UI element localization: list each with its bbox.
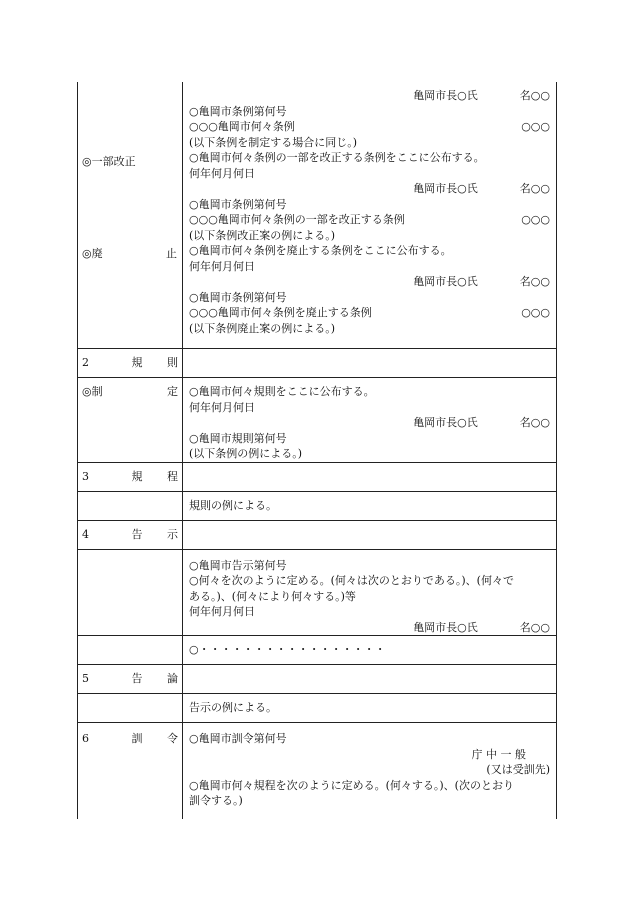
section-content-cell [183,491,557,520]
section-content-cell [183,549,557,636]
section-3-heading: 3 規 程 [78,462,183,491]
label-abolition: ◎廃 止 [82,247,177,260]
ordinance-title-line: ○○○亀岡市何々条例を廃止する条例 ○○○ [189,306,550,319]
section-label-cell [78,82,183,349]
note-line: (以下条例廃止案の例による。) [189,321,336,335]
notice-text-line: ○何々を次のように定める。(何々は次のとおりである。)、(何々で [189,574,514,587]
mayor-signature: 亀岡市長○氏 名○○ [413,89,550,102]
empty-cell [183,462,557,491]
section-3-header-row [78,462,557,491]
instruction-number: ○亀岡市訓令第何号 [189,732,287,745]
section-5-heading: 5 告 論 [78,665,183,694]
continuation-dots: ○・・・・・・・・・・・・・・・・・ [189,643,386,657]
label-partial-amendment: ◎一部改正 [82,155,136,168]
empty-cell [78,549,183,636]
promulgation-line: ○亀岡市何々条例を廃止する条例をここに公布する。 [189,244,452,257]
notice-text-line: ある。)、(何々により何々する。)等 [189,589,356,603]
section-4-heading: 4 告 示 [78,520,183,549]
ordinance-title-line: ○○○亀岡市何々条例の一部を改正する条例 ○○○ [189,213,550,226]
empty-cell [78,636,183,665]
ordinance-number: ○亀岡市条例第何号 [189,290,287,304]
section-4-header-row [78,520,557,549]
section-6-heading: 6 訓 令 [78,723,183,820]
date-line: 何年何月何日 [189,166,255,180]
section-content-cell [183,378,557,463]
ordinance-number: ○亀岡市条例第何号 [189,104,287,118]
note-line: (以下条例を制定する場合に同じ。) [189,135,358,149]
empty-cell [183,349,557,378]
section-2-header-row [78,349,557,378]
section-5-body-row [78,694,557,723]
promulgation-line: ○亀岡市何々規則をここに公布する。 [189,385,375,398]
date-line: 何年何月何日 [189,605,255,618]
recipient-line: 庁 中 一 般 [471,747,526,761]
regulation-number: ○亀岡市規則第何号 [189,431,287,445]
ordinance-number: ○亀岡市条例第何号 [189,197,287,211]
section-content-cell [183,694,557,723]
empty-cell [183,665,557,694]
note-line: (以下条例の例による。) [189,447,303,460]
date-line: 何年何月何日 [189,259,255,273]
ordinance-title-line: ○○○亀岡市何々条例 ○○○ [189,120,550,133]
note-line: (以下条例改正案の例による。) [189,228,336,242]
ordinance-format-table [77,82,557,819]
body-text: 規則の例による。 [189,498,277,512]
section-4-dots-row [78,636,557,665]
section-content-cell [183,82,557,349]
notice-number: ○亀岡市告示第何号 [189,558,287,572]
section-2-heading: 2 規 則 [78,349,183,378]
empty-cell [183,520,557,549]
instruction-text-line: 訓令する。) [189,794,243,807]
mayor-signature: 亀岡市長○氏 名○○ [413,620,550,634]
body-text: 告示の例による。 [189,701,277,715]
recipient-alt-line: (又は受訓先) [486,763,550,776]
mayor-signature: 亀岡市長○氏 名○○ [413,182,550,195]
mayor-signature: 亀岡市長○氏 名○○ [413,275,550,288]
section-2-body-row [78,378,557,463]
mayor-signature: 亀岡市長○氏 名○○ [413,416,550,429]
section-content-cell [183,723,557,820]
promulgation-line: ○亀岡市何々条例の一部を改正する条例をここに公布する。 [189,151,485,164]
section-5-header-row [78,665,557,694]
section-3-body-row [78,491,557,520]
date-line: 何年何月何日 [189,400,255,414]
section-content-cell [183,636,557,665]
empty-cell [78,491,183,520]
instruction-text-line: ○亀岡市何々規程を次のように定める。(何々する。)、(次のとおり [189,778,514,792]
section-4-body-row [78,549,557,636]
section-amend-abolish-row [78,82,557,349]
section-6-row [78,723,557,820]
label-enactment: ◎制 定 [78,378,183,463]
empty-cell [78,694,183,723]
